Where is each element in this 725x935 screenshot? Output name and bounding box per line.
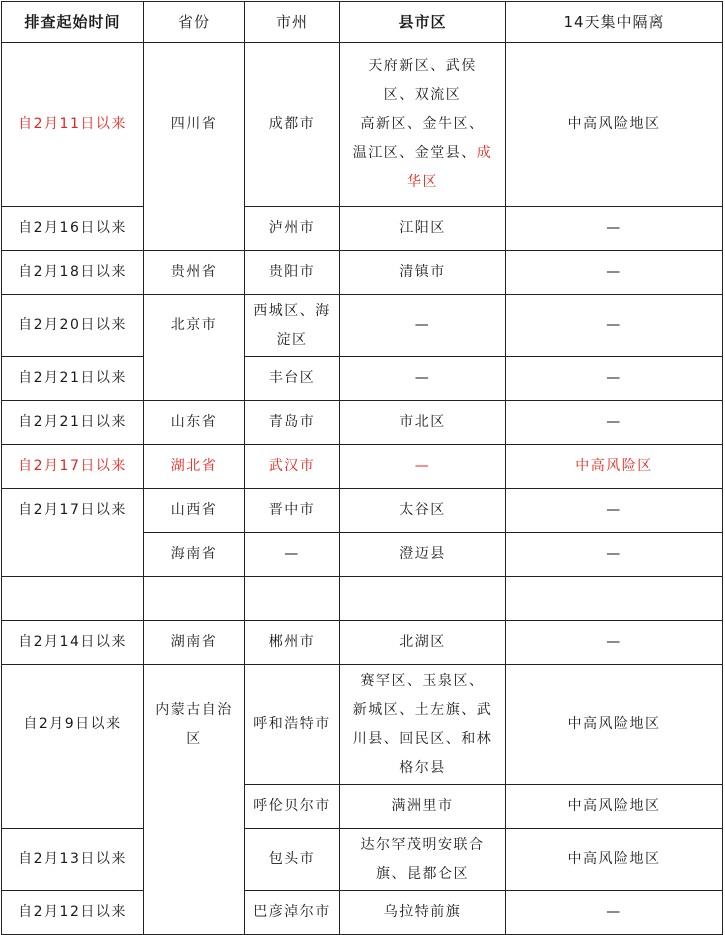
empty-cell <box>2 577 144 621</box>
county-cell: 乌拉特前旗 <box>340 891 506 935</box>
table-row <box>2 207 723 251</box>
city-cell: 巴彦淖尔市 <box>245 891 340 935</box>
header-city: 市州 <box>245 2 340 43</box>
empty-cell <box>245 577 340 621</box>
table-row <box>2 357 723 401</box>
county-cell: 市北区 <box>340 401 506 445</box>
start-time-cell: 自2月17日以来 <box>2 489 144 577</box>
province-cell: 山西省 <box>144 489 245 533</box>
empty-cell <box>144 577 245 621</box>
table-row-empty <box>2 577 723 621</box>
city-cell: 晋中市 <box>245 489 340 533</box>
header-start-time: 排查起始时间 <box>2 2 144 43</box>
city-cell: 武汉市 <box>245 445 340 489</box>
province-line: 区 <box>186 731 202 747</box>
city-line: 淀区 <box>276 331 308 348</box>
county-cell: 北湖区 <box>340 621 506 665</box>
start-time-cell: 自2月14日以来 <box>2 621 144 665</box>
table-row <box>2 401 723 445</box>
province-cell: 山东省 <box>144 401 245 445</box>
header-row <box>2 2 723 43</box>
province-cell: 贵州省 <box>144 251 245 295</box>
start-time-cell: 自2月13日以来 <box>2 829 144 891</box>
quarantine-cell: — <box>506 533 723 577</box>
start-time-cell: 自2月11日以来 <box>2 43 144 207</box>
risk-area-table <box>1 1 723 935</box>
quarantine-cell: 中高风险地区 <box>506 785 723 829</box>
table-row <box>2 665 723 785</box>
start-time-cell: 自2月18日以来 <box>2 251 144 295</box>
quarantine-cell: 中高风险地区 <box>506 665 723 785</box>
county-cell: 清镇市 <box>340 251 506 295</box>
quarantine-cell: 中高风险地区 <box>506 829 723 891</box>
county-cell: — <box>340 357 506 401</box>
city-cell: 郴州市 <box>245 621 340 665</box>
county-line: 格尔县 <box>399 759 446 776</box>
start-time-cell: 自2月9日以来 <box>2 665 144 829</box>
province-cell: 湖南省 <box>144 621 245 665</box>
quarantine-cell: — <box>506 251 723 295</box>
city-line: 西城区、海 <box>253 302 331 319</box>
province-cell: 北京市 <box>144 295 245 401</box>
city-cell: 青岛市 <box>245 401 340 445</box>
quarantine-cell: — <box>506 207 723 251</box>
start-time-cell: 自2月21日以来 <box>2 357 144 401</box>
quarantine-cell: — <box>506 357 723 401</box>
county-line: 达尔罕茂明安联合 <box>360 836 485 853</box>
county-cell: — <box>340 295 506 357</box>
quarantine-cell: 中高风险地区 <box>506 43 723 207</box>
county-cell <box>340 665 506 785</box>
city-cell: 包头市 <box>245 829 340 891</box>
province-cell: 湖北省 <box>144 445 245 489</box>
province-cell: 海南省 <box>144 533 245 577</box>
county-line: 天府新区、武侯 <box>368 58 477 74</box>
table-row <box>2 295 723 357</box>
quarantine-cell: 中高风险区 <box>506 445 723 489</box>
start-time-cell: 自2月21日以来 <box>2 401 144 445</box>
quarantine-cell: — <box>506 295 723 357</box>
table-row <box>2 489 723 533</box>
start-time-cell: 自2月17日以来 <box>2 445 144 489</box>
county-line: 川县、回民区、和林 <box>352 730 493 747</box>
city-cell: 丰台区 <box>245 357 340 401</box>
table-row <box>2 829 723 891</box>
county-text: 温江区、金堂县、 <box>352 145 477 161</box>
city-cell <box>245 295 340 357</box>
city-cell: 泸州市 <box>245 207 340 251</box>
county-line: 新城区、土左旗、武 <box>352 701 493 718</box>
city-cell: 贵阳市 <box>245 251 340 295</box>
county-line: 区、双流区 <box>383 87 462 103</box>
county-line: 高新区、金牛区、 <box>360 116 485 132</box>
start-time-cell: 自2月12日以来 <box>2 891 144 935</box>
table-row <box>2 621 723 665</box>
county-cell <box>340 43 506 207</box>
table-row <box>2 43 723 207</box>
province-cell: 四川省 <box>144 43 245 251</box>
county-cell <box>340 829 506 891</box>
county-text-red: 成 <box>476 145 493 161</box>
province-line: 内蒙古自治 <box>155 702 233 718</box>
county-line <box>346 139 499 168</box>
city-cell: 成都市 <box>245 43 340 207</box>
header-province: 省份 <box>144 2 245 43</box>
county-cell: — <box>340 445 506 489</box>
header-quarantine: 14天集中隔离 <box>506 2 723 43</box>
county-cell: 江阳区 <box>340 207 506 251</box>
empty-cell <box>506 577 723 621</box>
quarantine-cell: — <box>506 489 723 533</box>
empty-cell <box>340 577 506 621</box>
city-cell: 呼和浩特市 <box>245 665 340 785</box>
quarantine-cell: — <box>506 621 723 665</box>
header-county: 县市区 <box>340 2 506 43</box>
table-row <box>2 891 723 935</box>
province-cell <box>144 665 245 935</box>
quarantine-cell: — <box>506 401 723 445</box>
city-cell: — <box>245 533 340 577</box>
county-cell: 太谷区 <box>340 489 506 533</box>
county-line: 华区 <box>407 174 438 190</box>
city-cell: 呼伦贝尔市 <box>245 785 340 829</box>
county-line: 赛罕区、玉泉区、 <box>360 672 485 689</box>
start-time-cell: 自2月16日以来 <box>2 207 144 251</box>
county-line: 旗、昆都仑区 <box>376 865 469 882</box>
table-row <box>2 251 723 295</box>
county-cell: 满洲里市 <box>340 785 506 829</box>
start-time-cell: 自2月20日以来 <box>2 295 144 357</box>
quarantine-cell: — <box>506 891 723 935</box>
county-cell: 澄迈县 <box>340 533 506 577</box>
table-row <box>2 445 723 489</box>
